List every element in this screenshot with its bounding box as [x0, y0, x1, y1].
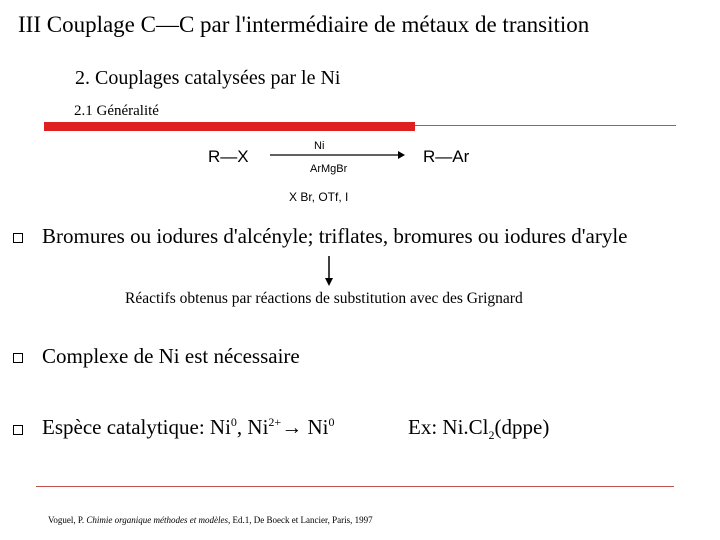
product-label: R—Ar	[423, 147, 470, 166]
species-ox-0: 0	[230, 415, 237, 429]
example-prefix: Ex: Ni.Cl	[408, 415, 489, 439]
example-suffix: (dppe)	[494, 415, 550, 439]
bullet-square-icon	[13, 353, 23, 363]
reference-authors: Voguel, P.	[48, 515, 87, 525]
species-mid2: Ni	[302, 415, 329, 439]
reference-details: , Ed.1, De Boeck et Lancier, Paris, 1997	[227, 515, 373, 525]
reaction-scheme	[200, 136, 500, 210]
species-arrow-icon: →	[281, 415, 303, 439]
bullet-square-icon	[13, 425, 23, 435]
species-ox-0b: 0	[328, 415, 335, 429]
divider-thick-bar	[44, 122, 415, 131]
section-heading: 2. Couplages catalysées par le Ni	[75, 67, 341, 89]
reference-citation	[48, 515, 373, 525]
title-divider	[44, 122, 676, 132]
example-subscript: 2	[488, 428, 495, 443]
halide-condition: X Br, OTf, I	[289, 190, 349, 204]
species-ox-2: 2+	[268, 415, 282, 429]
slide-title: III Couplage C—C par l'intermédiaire de métaux de transition	[18, 12, 590, 37]
bullet-ni-complex: Complexe de Ni est nécessaire	[42, 344, 300, 368]
bullet-catalytic-species	[42, 415, 334, 440]
reactant-label: R—X	[208, 147, 249, 166]
subsection-heading: 2.1 Généralité	[74, 103, 159, 119]
bullet-square-icon	[13, 233, 23, 243]
arrow-down-icon	[323, 256, 335, 286]
species-mid1: , Ni	[236, 415, 269, 439]
example-catalyst	[408, 415, 550, 443]
reaction-arrow-icon	[270, 148, 406, 162]
footer-divider	[36, 486, 674, 487]
catalyst-label: Ni	[314, 140, 325, 152]
species-prefix: Espèce catalytique: Ni	[42, 415, 231, 439]
grignard-note: Réactifs obtenus par réactions de substitution avec des Grignard	[125, 290, 523, 307]
bullet-aryl-halides: Bromures ou iodures d'alcényle; triflates, bromures ou iodures d'aryle	[42, 224, 628, 248]
reference-book: Chimie organique méthodes et modèles	[86, 515, 228, 525]
reagent-label: ArMgBr	[310, 163, 348, 175]
